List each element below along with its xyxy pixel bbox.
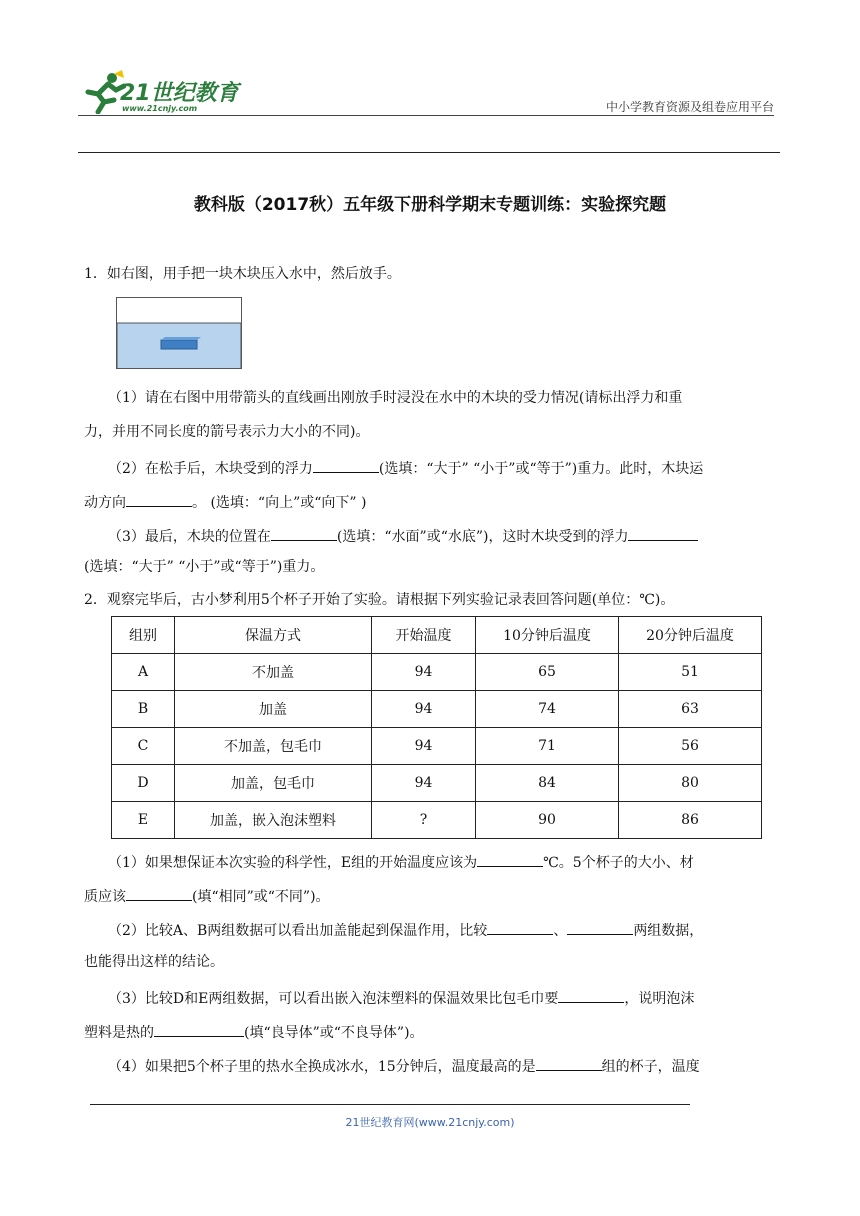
header-slogan: 中小学教育资源及组卷应用平台: [605, 100, 774, 114]
q1-part2-text-c: 动方向: [84, 495, 126, 511]
footer-text: 21世纪教育网(www.21cnjy.com): [345, 1116, 515, 1129]
table-cell: 加盖: [175, 691, 372, 728]
q2-part4-text-a: （4）如果把5个杯子里的热水全换成冰水，15分钟后，温度最高的是: [108, 1059, 536, 1075]
table-cell: 56: [619, 728, 762, 765]
table-cell: 不加盖，包毛巾: [175, 728, 372, 765]
q2-part4-text-b: 组的杯子，温度: [601, 1059, 700, 1075]
table-cell: 加盖，包毛巾: [175, 765, 372, 802]
q2-part1-text-c: 质应该: [84, 889, 126, 905]
q1-part1-line1: （1）请在右图中用带箭头的直线画出刚放手时浸没在水中的木块的受力情况(请标出浮力和重: [108, 390, 683, 406]
q2-part3-line2: [84, 1020, 424, 1043]
table-header-cell: 组别: [112, 617, 175, 654]
table-row: [112, 728, 762, 765]
q1-part2-line2: [84, 490, 366, 513]
q1-stem: 1．如右图，用手把一块木块压入水中，然后放手。: [84, 266, 401, 282]
table-cell: ?: [372, 802, 476, 839]
table-header-cell: 开始温度: [372, 617, 476, 654]
top-rule: [78, 152, 780, 153]
table-header-row: [112, 617, 762, 654]
q1-part2-text-a: （2）在松手后，木块受到的浮力: [108, 461, 313, 477]
table-cell: 80: [619, 765, 762, 802]
q1-part3-line2: (选填：“大于” “小于”或“等于”)重力。: [84, 559, 325, 575]
q2-part1-line2: [84, 884, 330, 907]
table-cell: 90: [476, 802, 619, 839]
header-divider: [78, 115, 774, 116]
q1-part3-text-b: (选填：“水面”或“水底”)，这时木块受到的浮力: [336, 529, 629, 545]
table-cell: D: [112, 765, 175, 802]
table-cell: A: [112, 654, 175, 691]
table-cell: 63: [619, 691, 762, 728]
table-row: [112, 802, 762, 839]
runner-logo-icon: [78, 70, 126, 114]
table-row: [112, 654, 762, 691]
q2-stem: 2．观察完毕后，古小梦利用5个杯子开始了实验。请根据下列实验记录表回答问题(单位：℃)。: [84, 592, 675, 608]
table-cell: B: [112, 691, 175, 728]
q1-part2-line1: [108, 456, 703, 479]
table-cell: 65: [476, 654, 619, 691]
q1-part2-text-b: (选填：“大于” “小于”或“等于”)重力。此时，木块运: [378, 461, 704, 477]
page-title: 教科版（2017秋）五年级下册科学期末专题训练：实验探究题: [193, 195, 667, 215]
q2-part2-line1: [108, 918, 703, 941]
table-cell: 51: [619, 654, 762, 691]
table-row: [112, 765, 762, 802]
answer-blank[interactable]: [154, 1020, 244, 1037]
water-tank-figure: [116, 297, 242, 373]
table-cell: 94: [372, 765, 476, 802]
experiment-table: [111, 616, 762, 839]
q2-part2-text-a: （2）比较A、B两组数据可以看出加盖能起到保温作用，比较: [108, 923, 488, 939]
footer-divider: [90, 1104, 690, 1105]
table-cell: E: [112, 802, 175, 839]
answer-blank[interactable]: [477, 850, 543, 867]
q1-part3-line1: [108, 524, 698, 547]
q2-part4-line1: [108, 1054, 700, 1077]
answer-blank[interactable]: [271, 524, 337, 541]
q1-part2-text-d: 。 (选填：“向上”或“向下” ): [192, 495, 367, 511]
answer-blank[interactable]: [536, 1054, 602, 1071]
table-cell: 94: [372, 691, 476, 728]
table-cell: 94: [372, 728, 476, 765]
table-header-cell: 20分钟后温度: [619, 617, 762, 654]
answer-blank[interactable]: [628, 524, 698, 541]
table-cell: 94: [372, 654, 476, 691]
table-header-cell: 10分钟后温度: [476, 617, 619, 654]
logo-text: 21世纪教育: [120, 81, 239, 106]
q2-part3-text-c: 塑料是热的: [84, 1025, 154, 1041]
table-header-cell: 保温方式: [175, 617, 372, 654]
q2-part2-text-b: 、: [553, 923, 568, 939]
table-cell: 74: [476, 691, 619, 728]
table-cell: 加盖，嵌入泡沫塑料: [175, 802, 372, 839]
q2-part2-line2: 也能得出这样的结论。: [84, 954, 224, 970]
q2-part1-text-d: (填“相同”或“不同”)。: [192, 889, 330, 905]
answer-blank[interactable]: [126, 884, 192, 901]
answer-blank[interactable]: [567, 918, 633, 935]
answer-blank[interactable]: [558, 986, 624, 1003]
table-cell: 84: [476, 765, 619, 802]
answer-blank[interactable]: [487, 918, 553, 935]
q2-part1-text-b: ℃。5个杯子的大小、材: [543, 855, 694, 871]
q2-part3-text-a: （3）比较D和E两组数据，可以看出嵌入泡沫塑料的保温效果比包毛巾要: [108, 991, 559, 1007]
q2-part1-line1: [108, 850, 694, 873]
q2-part3-text-d: (填“良导体”或“不良导体”)。: [244, 1025, 424, 1041]
q2-part2-text-c: 两组数据，: [633, 923, 704, 939]
table-cell: 不加盖: [175, 654, 372, 691]
table-cell: 71: [476, 728, 619, 765]
logo-url: www.21cnjy.com: [122, 104, 198, 113]
answer-blank[interactable]: [126, 490, 192, 507]
table-row: [112, 691, 762, 728]
q1-part1-line2: 力，并用不同长度的箭号表示力大小的不同)。: [84, 424, 370, 440]
q2-part1-text-a: （1）如果想保证本次实验的科学性，E组的开始温度应该为: [108, 855, 478, 871]
table-cell: 86: [619, 802, 762, 839]
q1-part3-text-a: （3）最后，木块的位置在: [108, 529, 271, 545]
answer-blank[interactable]: [313, 456, 379, 473]
q2-part3-line1: [108, 986, 694, 1009]
table-cell: C: [112, 728, 175, 765]
q2-part3-text-b: ，说明泡沫: [624, 991, 695, 1007]
